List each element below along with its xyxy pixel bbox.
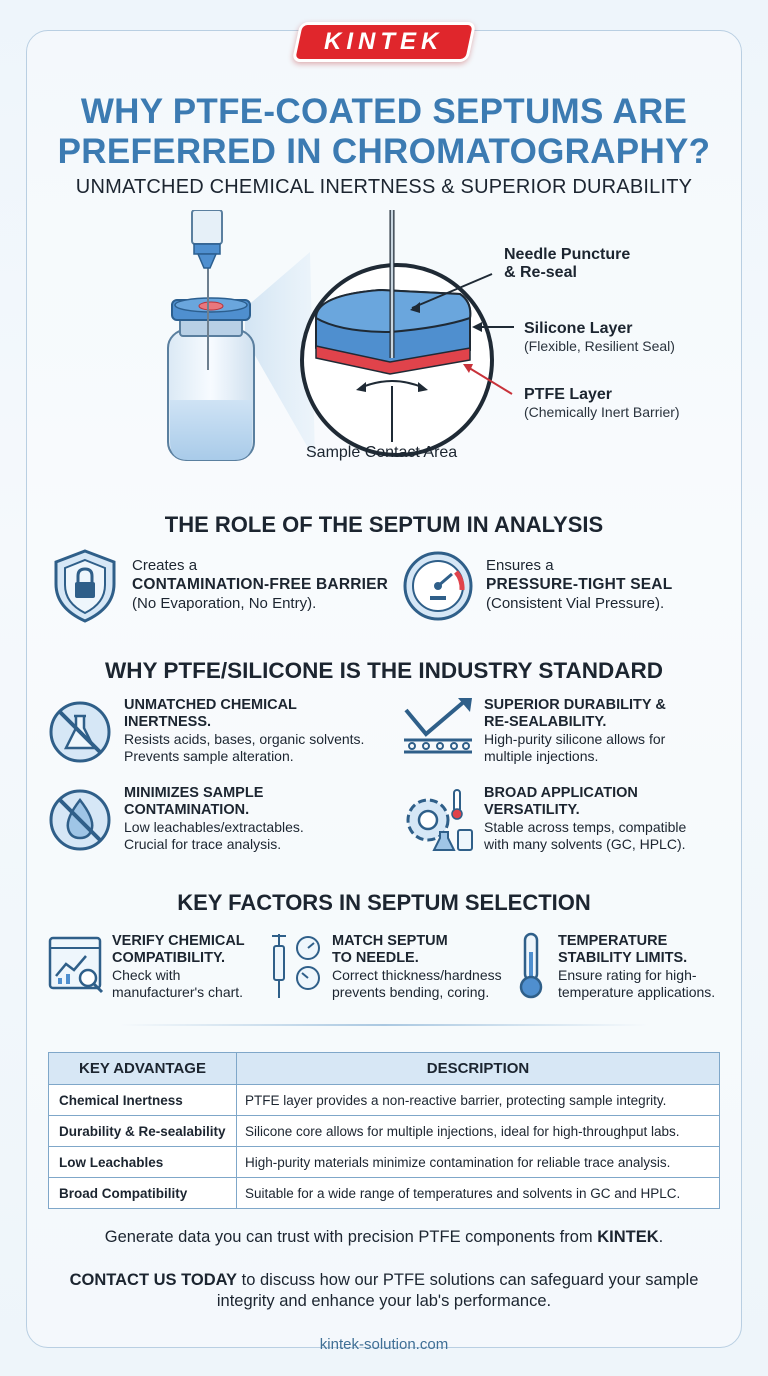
selection-section-title: KEY FACTORS IN SEPTUM SELECTION xyxy=(177,890,591,915)
factor-temperature: TEMPERATURE STABILITY LIMITS. Ensure rating for high- temperature applications. xyxy=(558,933,716,1000)
table-row xyxy=(49,1085,720,1116)
syringe-gauge-icon xyxy=(266,932,326,1000)
durability-arrow-icon xyxy=(400,696,476,762)
feature-contamination: MINIMIZES SAMPLE CONTAMINATION. Low leachables/extractables. Crucial for trace analysis. xyxy=(124,785,304,852)
table-cell-desc: Silicone core allows for multiple injections, ideal for high-throughput labs. xyxy=(237,1116,720,1147)
table-cell-desc: PTFE layer provides a non-reactive barrier, protecting sample integrity. xyxy=(237,1085,720,1116)
advantages-table xyxy=(48,1052,720,1209)
feature-durability: SUPERIOR DURABILITY & RE-SEALABILITY. High-purity silicone allows for multiple injections. xyxy=(484,697,666,764)
role-section-title: THE ROLE OF THE SEPTUM IN ANALYSIS xyxy=(164,512,604,537)
syringe-icon xyxy=(192,210,222,268)
table-row xyxy=(49,1178,720,1209)
thermometer-icon xyxy=(516,932,546,1000)
pressure-gauge-icon xyxy=(402,550,474,622)
footer-url-link[interactable]: kintek-solution.com xyxy=(319,1336,449,1353)
section-divider xyxy=(120,1024,648,1026)
factor-chemical-compatibility: VERIFY CHEMICAL COMPATIBILITY. Check with manufacturer's chart. xyxy=(112,933,245,1000)
table-cell-desc: Suitable for a wide range of temperatures and solvents in GC and HPLC. xyxy=(237,1178,720,1209)
table-cell-key: Low Leachables xyxy=(49,1147,237,1178)
table-header-advantage: KEY ADVANTAGE xyxy=(49,1053,237,1085)
contact-area-label: Sample Contact Area xyxy=(306,444,458,461)
feature-versatility: BROAD APPLICATION VERSATILITY. Stable across temps, compatible with many solvents (GC, HPLC). xyxy=(484,785,687,852)
feature-chemical-inertness: UNMATCHED CHEMICAL INERTNESS. Resists acids, bases, organic solvents. Prevents sample alteration. xyxy=(124,697,365,764)
ptfe-callout: PTFE Layer (Chemically Inert Barrier) xyxy=(524,386,680,420)
needle-callout: Needle Puncture & Re-seal xyxy=(504,246,631,281)
contact-us-link[interactable]: CONTACT US TODAY xyxy=(69,1271,238,1289)
cta-trust-line: Generate data you can trust with precision PTFE components from KINTEK. xyxy=(104,1228,664,1246)
no-contamination-icon xyxy=(48,788,112,852)
standard-section-title: WHY PTFE/SILICONE IS THE INDUSTRY STANDARD xyxy=(105,658,663,683)
cta-contact-line: CONTACT US TODAY to discuss how our PTFE solutions can safeguard your sample integrity and enhance your lab's performance. xyxy=(69,1271,699,1310)
shield-lock-icon xyxy=(52,548,118,624)
page-subtitle: UNMATCHED CHEMICAL INERTNESS & SUPERIOR DURABILITY xyxy=(75,176,693,198)
page-title: WHY PTFE-COATED SEPTUMS ARE PREFERRED IN CHROMATOGRAPHY? xyxy=(57,92,711,171)
table-cell-key: Durability & Re-sealability xyxy=(49,1116,237,1147)
table-header-description: DESCRIPTION xyxy=(237,1053,720,1085)
table-cell-key: Broad Compatibility xyxy=(49,1178,237,1209)
kintek-logo[interactable]: KINTEK xyxy=(292,22,477,62)
table-cell-key: Chemical Inertness xyxy=(49,1085,237,1116)
no-reaction-icon xyxy=(48,700,112,764)
role-item-barrier: Creates a CONTAMINATION-FREE BARRIER (No Evaporation, No Entry). xyxy=(132,557,389,612)
table-row xyxy=(49,1147,720,1178)
versatility-gear-icon xyxy=(402,786,476,854)
table-row xyxy=(49,1116,720,1147)
chart-magnifier-icon xyxy=(48,936,106,996)
factor-needle-match: MATCH SEPTUM TO NEEDLE. Correct thickness/hardness prevents bending, coring. xyxy=(332,933,502,1000)
role-item-seal: Ensures a PRESSURE-TIGHT SEAL (Consistent Vial Pressure). xyxy=(486,557,673,612)
silicone-callout: Silicone Layer (Flexible, Resilient Seal) xyxy=(524,320,675,354)
table-cell-desc: High-purity materials minimize contamination for reliable trace analysis. xyxy=(237,1147,720,1178)
table-header-row xyxy=(49,1053,720,1085)
cta-brand: KINTEK xyxy=(597,1228,659,1246)
